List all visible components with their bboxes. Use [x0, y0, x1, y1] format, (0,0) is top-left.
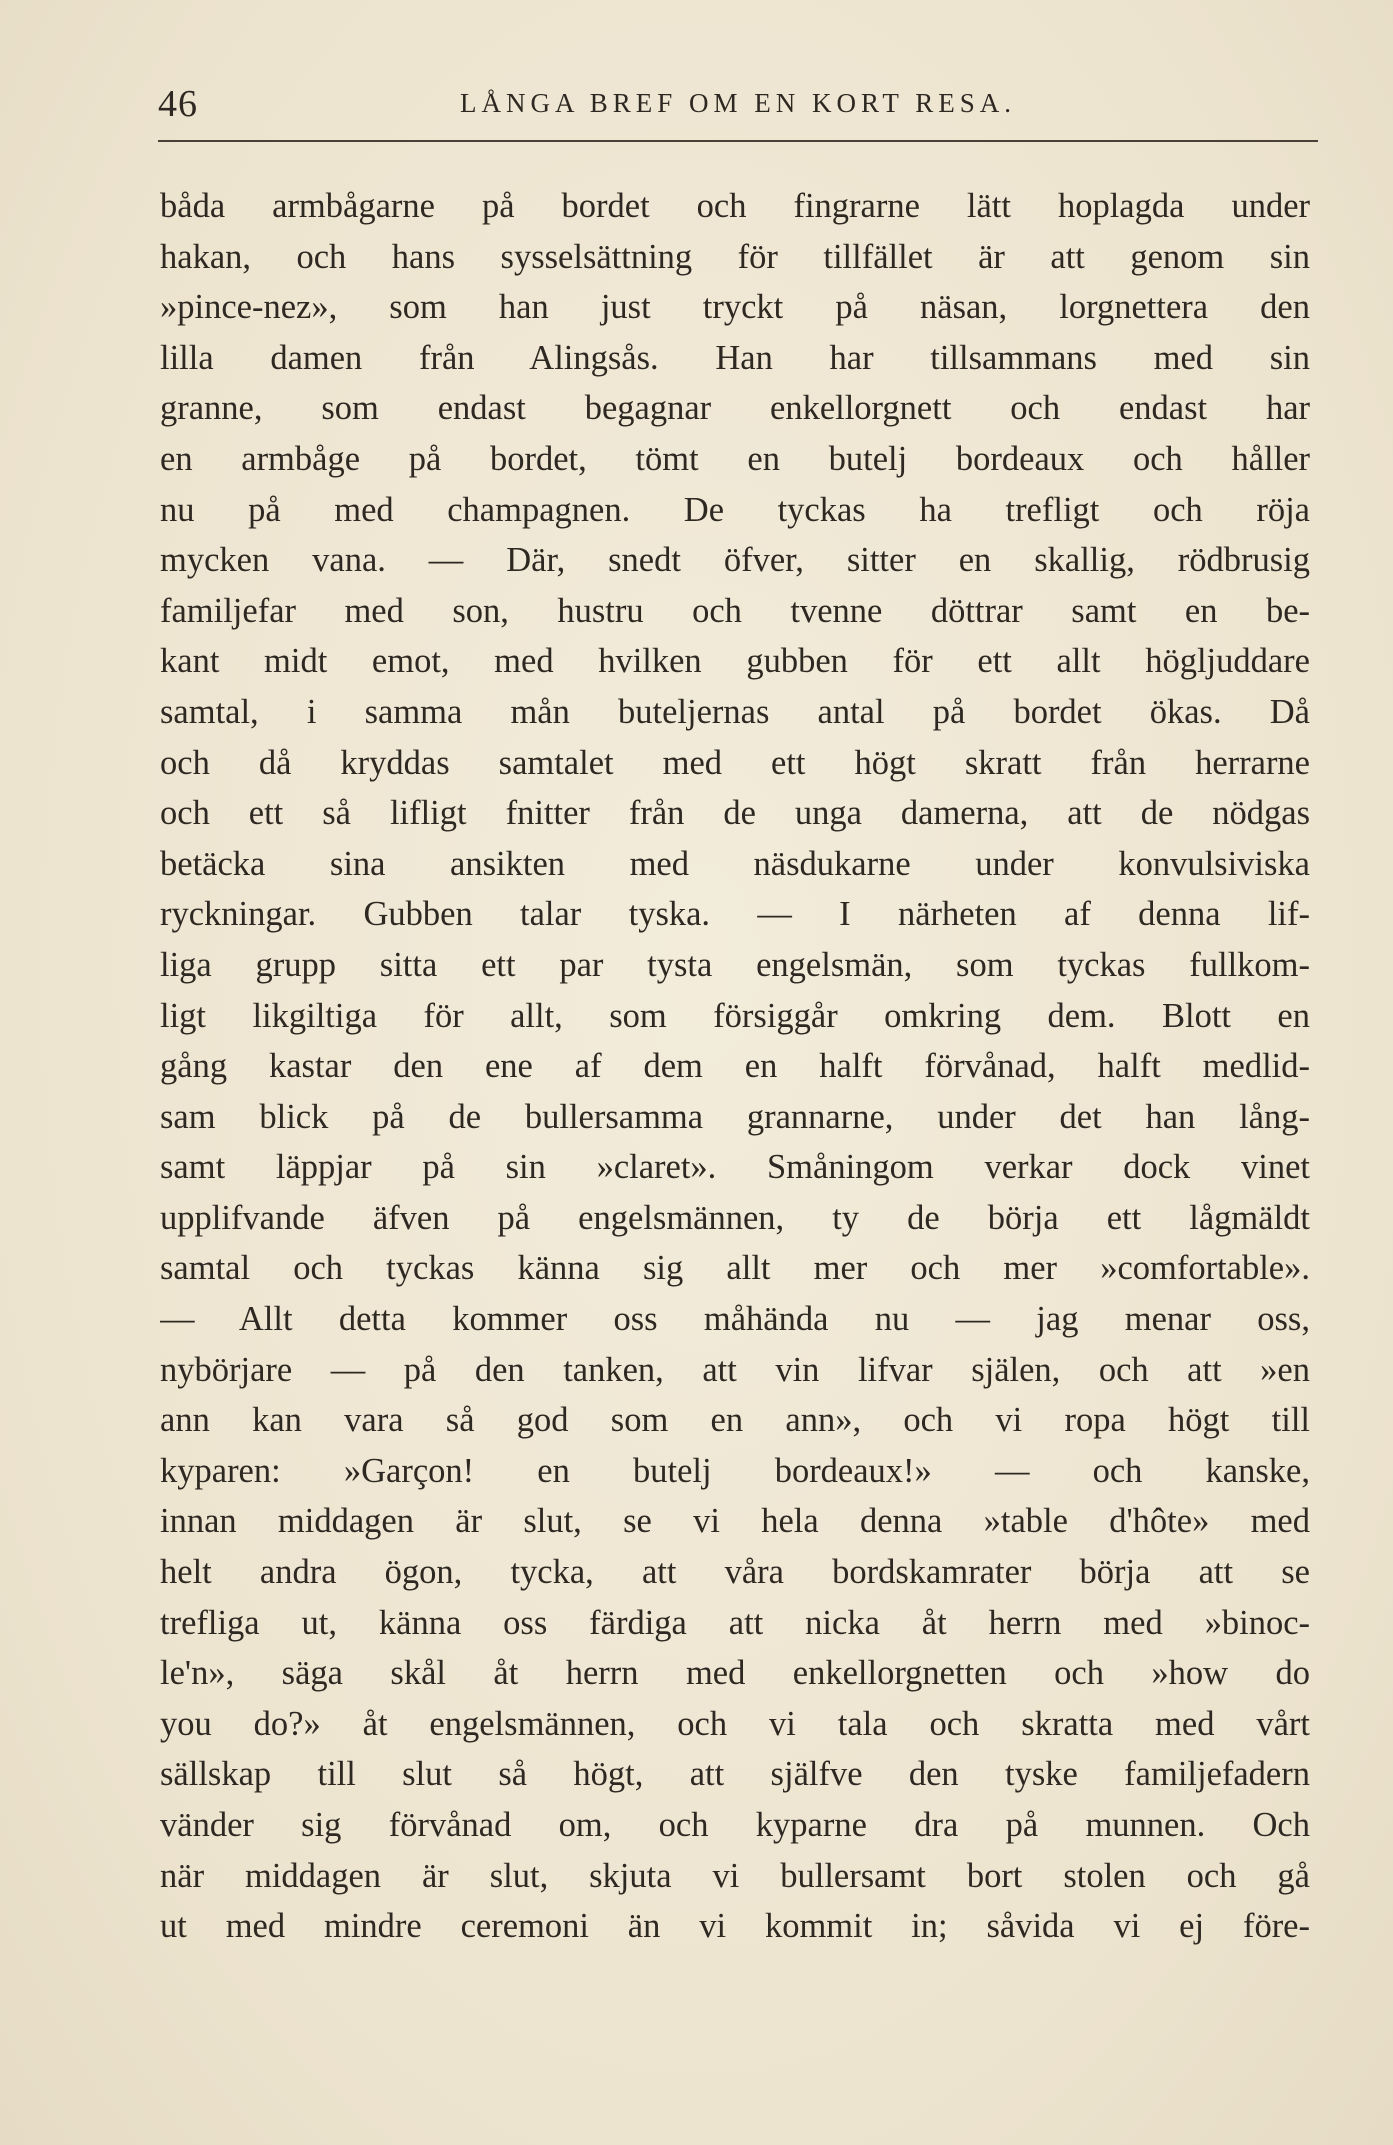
text-line: sam blick på de bullersamma grannarne, under det han lång-: [160, 1097, 1310, 1136]
text-line: helt andra ögon, tycka, att våra bordskamrater börja att se: [160, 1553, 1310, 1592]
text-line: hakan, och hans sysselsättning för tillfället är att genom sin: [160, 237, 1310, 276]
text-line: lilla damen från Alingsås. Han har tillsammans med sin: [160, 338, 1310, 377]
text-line: sällskap till slut så högt, att själfve den tyske familjefadern: [160, 1755, 1310, 1794]
text-line: »pince-nez», som han just tryckt på näsan, lorgnettera den: [160, 288, 1310, 327]
text-line: innan middagen är slut, se vi hela denna »table d'hôte» med: [160, 1502, 1310, 1541]
text-line: le'n», säga skål åt herrn med enkellorgnetten och »how do: [160, 1654, 1310, 1693]
text-line: ut med mindre ceremoni än vi kommit in; såvida vi ej före-: [160, 1907, 1310, 1946]
text-line: ryckningar. Gubben talar tyska. — I närheten af denna lif-: [160, 895, 1310, 934]
text-line: betäcka sina ansikten med näsdukarne under konvulsiviska: [160, 844, 1310, 883]
text-line: you do?» åt engelsmännen, och vi tala och skratta med vårt: [160, 1704, 1310, 1743]
text-line: och då kryddas samtalet med ett högt skratt från herrarne: [160, 743, 1310, 782]
page-number: 46: [158, 83, 198, 125]
text-line: och ett så lifligt fnitter från de unga damerna, att de nödgas: [160, 794, 1310, 833]
text-line: familjefar med son, hustru och tvenne döttrar samt en be-: [160, 591, 1310, 630]
text-line: granne, som endast begagnar enkellorgnett och endast har: [160, 389, 1310, 428]
text-line: en armbåge på bordet, tömt en butelj bordeaux och håller: [160, 439, 1310, 478]
text-line: samtal, i samma mån buteljernas antal på bordet ökas. Då: [160, 692, 1310, 731]
body-text: [160, 181, 1310, 1952]
text-line: liga grupp sitta ett par tysta engelsmän, som tyckas fullkom-: [160, 945, 1310, 984]
text-line: samt läppjar på sin »claret». Småningom verkar dock vinet: [160, 1148, 1310, 1187]
text-line: båda armbågarne på bordet och fingrarne lätt hoplagda under: [160, 187, 1310, 225]
text-line: kyparen: »Garçon! en butelj bordeaux!» — och kanske,: [160, 1451, 1310, 1490]
text-line: gång kastar den ene af dem en halft förvånad, halft medlid-: [160, 1047, 1310, 1086]
text-line: upplifvande äfven på engelsmännen, ty de börja ett lågmäldt: [160, 1198, 1310, 1237]
page-header: [158, 82, 1318, 130]
text-line: nybörjare — på den tanken, att vin lifvar själen, och att »en: [160, 1350, 1310, 1389]
running-title: LÅNGA BREF OM EN KORT RESA.: [460, 88, 1016, 118]
text-line: kant midt emot, med hvilken gubben för ett allt högljuddare: [160, 642, 1310, 681]
text-line: vänder sig förvånad om, och kyparne dra på munnen. Och: [160, 1806, 1310, 1844]
text-line: ligt likgiltiga för allt, som försiggår omkring dem. Blott en: [160, 996, 1310, 1035]
text-line: — Allt detta kommer oss måhända nu — jag menar oss,: [160, 1300, 1310, 1339]
text-line: samtal och tyckas känna sig allt mer och mer »comfortable».: [160, 1249, 1310, 1288]
text-line: nu på med champagnen. De tyckas ha trefligt och röja: [160, 490, 1310, 529]
header-rule: [158, 140, 1318, 142]
text-line: mycken vana. — Där, snedt öfver, sitter en skallig, rödbrusig: [160, 541, 1310, 580]
text-line: när middagen är slut, skjuta vi bullersamt bort stolen och gå: [160, 1856, 1310, 1895]
text-line: trefliga ut, känna oss färdiga att nicka åt herrn med »binoc-: [160, 1603, 1310, 1642]
text-line: ann kan vara så god som en ann», och vi ropa högt till: [160, 1401, 1310, 1440]
